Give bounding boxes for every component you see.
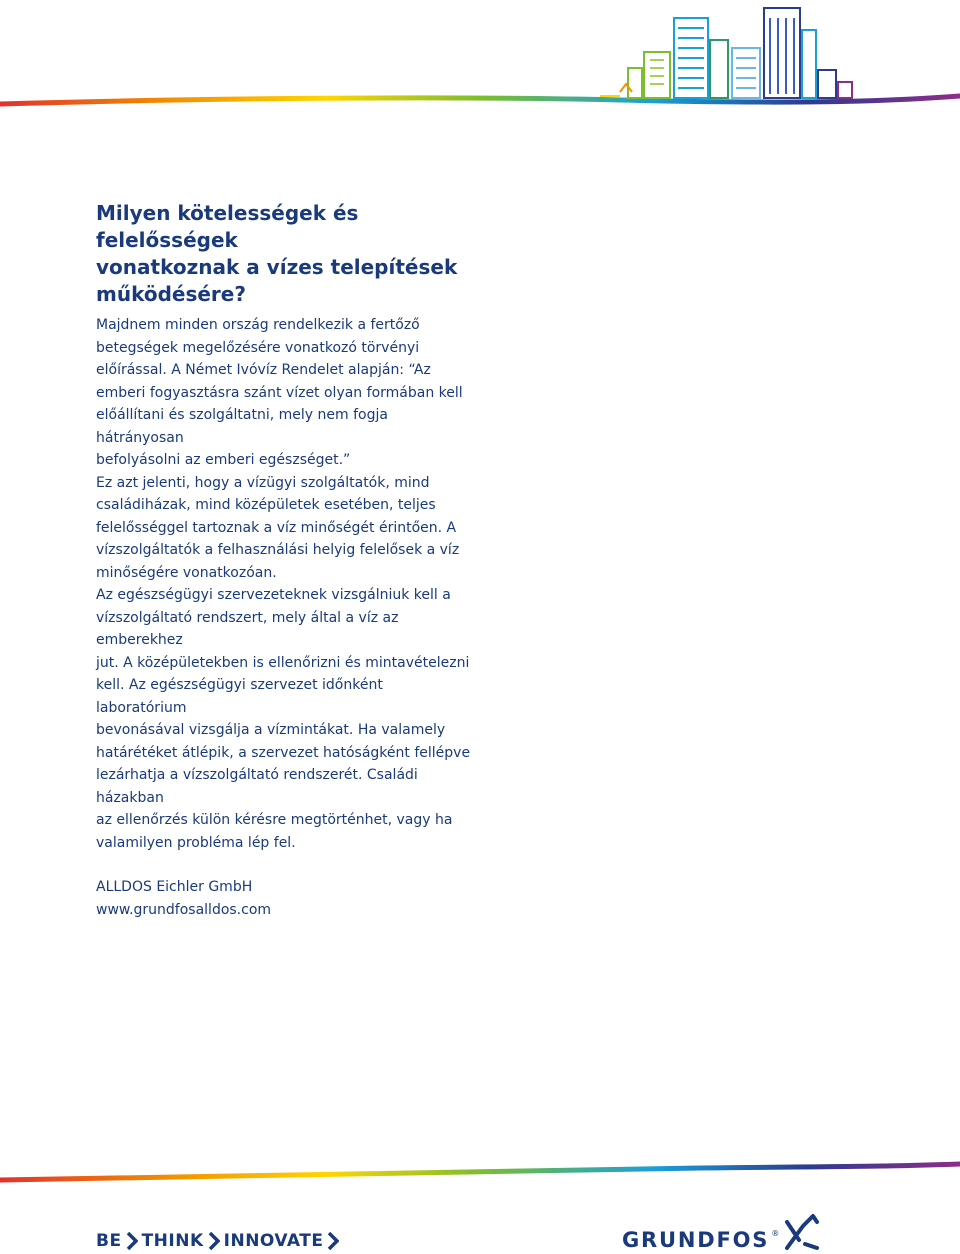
slogan-word-innovate: INNOVATE [223, 1231, 324, 1251]
header-skyline-illustration [0, 0, 960, 120]
article-title: Milyen kötelességek és felelősségek vonatkoznak a vízes telepítések működésére? [96, 201, 458, 306]
chevron-right-icon [126, 1232, 138, 1250]
grundfos-x-mark-icon [783, 1212, 821, 1252]
article-body [96, 200, 476, 921]
article-paragraph-1: Majdnem minden ország rendelkezik a fertőző betegségek megelőzésére vonatkozó törvényi előírással. A Német Ivóvíz Rendelet alapján: “Az emberi fogyasztásra szánt vízet olyan formában kell előállítani és szolgáltatni, mely nem fogja hátrányosan befolyásolni az emberi egészséget.” [96, 317, 463, 468]
logo-brand-text: GRUNDFOS [622, 1228, 770, 1252]
chevron-right-icon [327, 1232, 339, 1250]
skyline-buildings [600, 8, 852, 98]
grundfos-logo [622, 1210, 821, 1252]
company-contact [96, 876, 476, 921]
company-name: ALLDOS Eichler GmbH [96, 879, 253, 895]
chevron-right-icon [208, 1232, 220, 1250]
slogan-word-be: BE [96, 1231, 122, 1251]
slogan-word-think: THINK [141, 1231, 204, 1251]
article-paragraph-3: Az egészségügyi szervezeteknek vizsgálniuk kell a vízszolgáltató rendszert, mely által a víz az emberekhez jut. A középületekben is ellenőrizni és mintavételezni kell. Az egészségügyi szervezet időnként laboratórium bevonásával vizsgálja a vízmintákat. Ha valamely határétéket átlépik, a szervezet hatóságként fellépve lezárhatja a vízszolgáltató rendszerét. Családi házakban az ellenőrzés külön kérésre megtörténhet, vagy ha valamilyen probléma lép fel. [96, 587, 471, 851]
footer-rainbow-stroke [0, 1150, 960, 1190]
article-paragraph-2: Ez azt jelenti, hogy a vízügyi szolgáltatók, mind családiházak, mind középületek esetében, teljes felelősséggel tartoznak a víz minőségét érintően. A vízszolgáltatók a felhasználási helyig felelősek a víz minőségére vonatkozóan. [96, 474, 460, 581]
company-url-link[interactable]: www.grundfosalldos.com [96, 901, 272, 918]
registered-mark: ® [771, 1229, 780, 1238]
footer-slogan [96, 1228, 339, 1254]
